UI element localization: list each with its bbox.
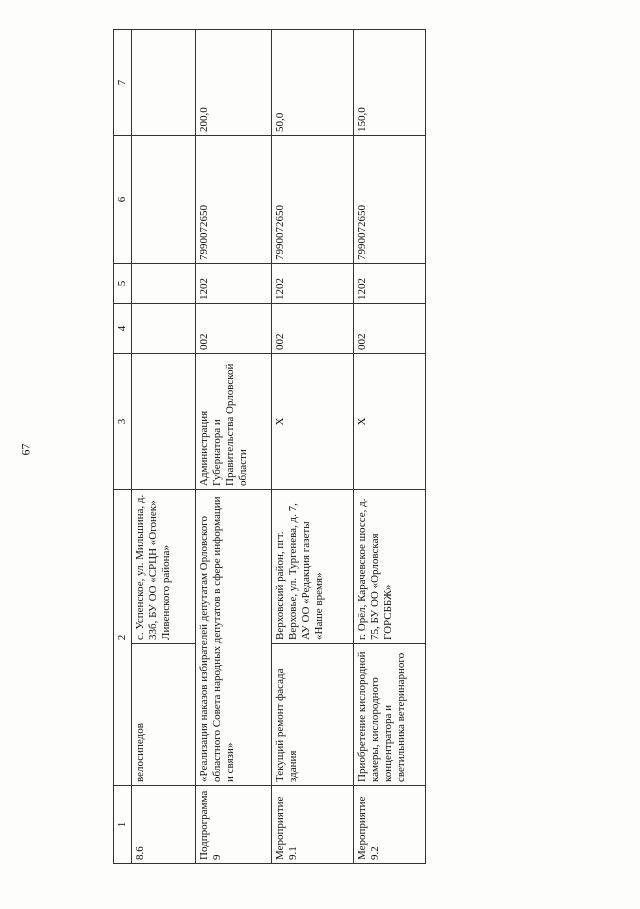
- row-code: Подпрограмма 9: [195, 786, 271, 864]
- row-rzpr: 1202: [353, 264, 425, 304]
- row-csr: 7990072650: [353, 136, 425, 264]
- table-row: [271, 30, 353, 864]
- table-row: [195, 30, 271, 864]
- row-csr: 7990072650: [195, 136, 271, 264]
- row-grbs: [131, 304, 195, 354]
- row-csr: [131, 136, 195, 264]
- header-col-5: 5: [114, 264, 132, 304]
- row-location: г. Орёл, Карачевское шоссе, д. 75, БУ ОО «Орловская ГОРСББЖ»: [353, 490, 425, 644]
- row-executor: [131, 354, 195, 490]
- header-col-3: 3: [114, 354, 132, 490]
- row-executor: Х: [271, 354, 353, 490]
- header-col-7: 7: [114, 30, 132, 136]
- header-col-1: 1: [114, 786, 132, 864]
- row-grbs: 002: [353, 304, 425, 354]
- header-col-4: 4: [114, 304, 132, 354]
- row-name: Приобретение кислородной камеры, кислородного концентратора и светильника ветеринарного: [353, 644, 425, 786]
- row-code: 8.6: [131, 786, 195, 864]
- row-code: Мероприятие 9.2: [353, 786, 425, 864]
- row-code: Мероприятие 9.1: [271, 786, 353, 864]
- row-grbs: 002: [195, 304, 271, 354]
- row-rzpr: [131, 264, 195, 304]
- row-executor: Администрация Губернатора и Правительства Орловской области: [195, 354, 271, 490]
- page-number: 67: [18, 443, 33, 456]
- row-grbs: 002: [271, 304, 353, 354]
- row-location: с. Успенское, ул. Мильшина, д. 33б, БУ ОО «СРЦН «Огонек» Ливенского района»: [131, 490, 195, 644]
- rotated-table-wrapper: [113, 30, 411, 864]
- row-amount: 50,0: [271, 30, 353, 136]
- header-col-6: 6: [114, 136, 132, 264]
- row-rzpr: 1202: [271, 264, 353, 304]
- row-location: Верховский район, пгт. Верховье, ул. Тургенева, д. 7, АУ ОО «Редакция газеты «Наше время»: [271, 490, 353, 644]
- row-executor: Х: [353, 354, 425, 490]
- row-rzpr: 1202: [195, 264, 271, 304]
- row-amount: 150,0: [353, 30, 425, 136]
- row-amount: [131, 30, 195, 136]
- budget-table: [113, 29, 426, 864]
- header-row: [114, 30, 132, 864]
- row-name: Текущий ремонт фасада здания: [271, 644, 353, 786]
- table-row: [353, 30, 425, 864]
- table-row: [131, 30, 195, 864]
- header-col-2: 2: [114, 490, 132, 786]
- row-name: «Реализация наказов избирателей депутатам Орловского областного Совета народных депутатов в сфере информации и связи»: [195, 490, 271, 786]
- row-csr: 7990072650: [271, 136, 353, 264]
- row-name: велосипедов: [131, 644, 195, 786]
- row-amount: 200,0: [195, 30, 271, 136]
